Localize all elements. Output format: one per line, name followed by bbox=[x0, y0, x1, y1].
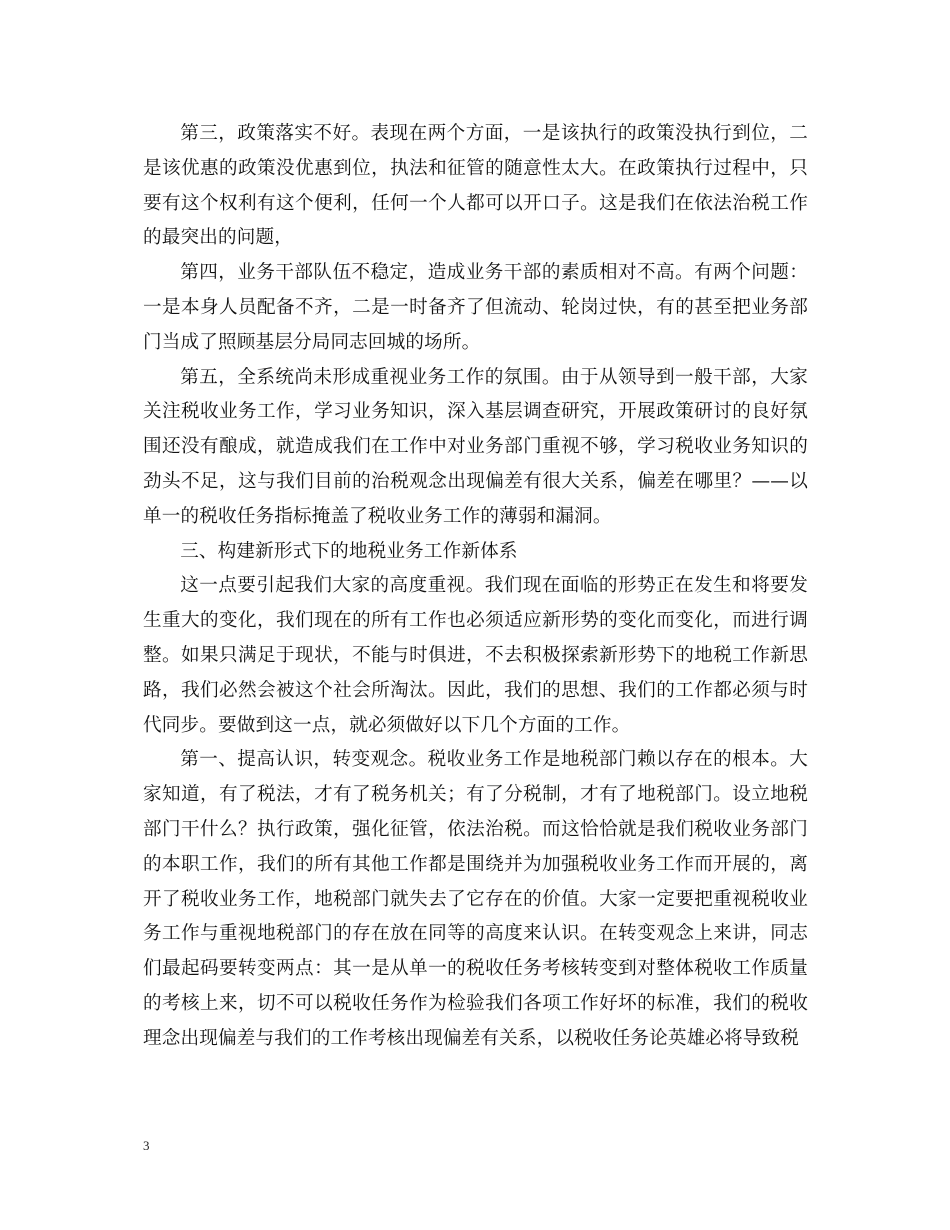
section-heading-three: 三、构建新形式下的地税业务工作新体系 bbox=[180, 540, 518, 562]
paragraph-third-policy: 第三，政策落实不好。表现在两个方面，一是该执行的政策没执行到位，二是该优惠的政策没优惠到位，执法和征管的随意性太大。在政策执行过程中，只要有这个权利有这个便利，任何一个人都可以开口子。这是我们在依法治税工作的最突出的问题， bbox=[143, 123, 808, 249]
paragraph-first-awareness: 第一、提高认识，转变观念。税收业务工作是地税部门赖以存在的根本。大家知道，有了税法，才有了税务机关；有了分税制，才有了地税部门。设立地税部门干什么？执行政策，强化征管，依法治税。而这恰恰就是我们税收业务部门的本职工作，我们的所有其他工作都是围绕并为加强税收业务工作而开展的，离开了税收业务工作，地税部门就失去了它存在的价值。大家一定要把重视税收业务工作与重视地税部门的存在放在同等的高度来认识。在转变观念上来讲，同志们最起码要转变两点：其一是从单一的税收任务考核转变到对整体税收工作质量的考核上来，切不可以税收任务作为检验我们各项工作好坏的标准，我们的税收理念出现偏差与我们的工作考核出现偏差有关系，以税收任务论英雄必将导致税 bbox=[143, 749, 808, 1049]
paragraph-fourth-staff: 第四，业务干部队伍不稳定，造成业务干部的素质相对不高。有两个问题：一是本身人员配备不齐，二是一时备齐了但流动、轮岗过快，有的甚至把业务部门当成了照顾基层分局同志回城的场所。 bbox=[143, 262, 808, 353]
page-body bbox=[143, 117, 808, 1057]
paragraph-attention: 这一点要引起我们大家的高度重视。我们现在面临的形势正在发生和将要发生重大的变化，我们现在的所有工作也必须适应新形势的变化而变化，而进行调整。如果只满足于现状，不能与时俱进，不去积极探索新形势下的地税工作新思路，我们必然会被这个社会所淘汰。因此，我们的思想、我们的工作都必须与时代同步。要做到这一点，就必须做好以下几个方面的工作。 bbox=[143, 575, 808, 736]
paragraph-fifth-atmosphere: 第五，全系统尚未形成重视业务工作的氛围。由于从领导到一般干部，大家关注税收业务工作，学习业务知识，深入基层调查研究，开展政策研讨的良好氛围还没有酿成，就造成我们在工作中对业务部门重视不够，学习税收业务知识的劲头不足，这与我们目前的治税观念出现偏差有很大关系，偏差在哪里？——以单一的税收任务指标掩盖了税收业务工作的薄弱和漏洞。 bbox=[143, 366, 808, 527]
page-number: 3 bbox=[143, 1138, 150, 1153]
